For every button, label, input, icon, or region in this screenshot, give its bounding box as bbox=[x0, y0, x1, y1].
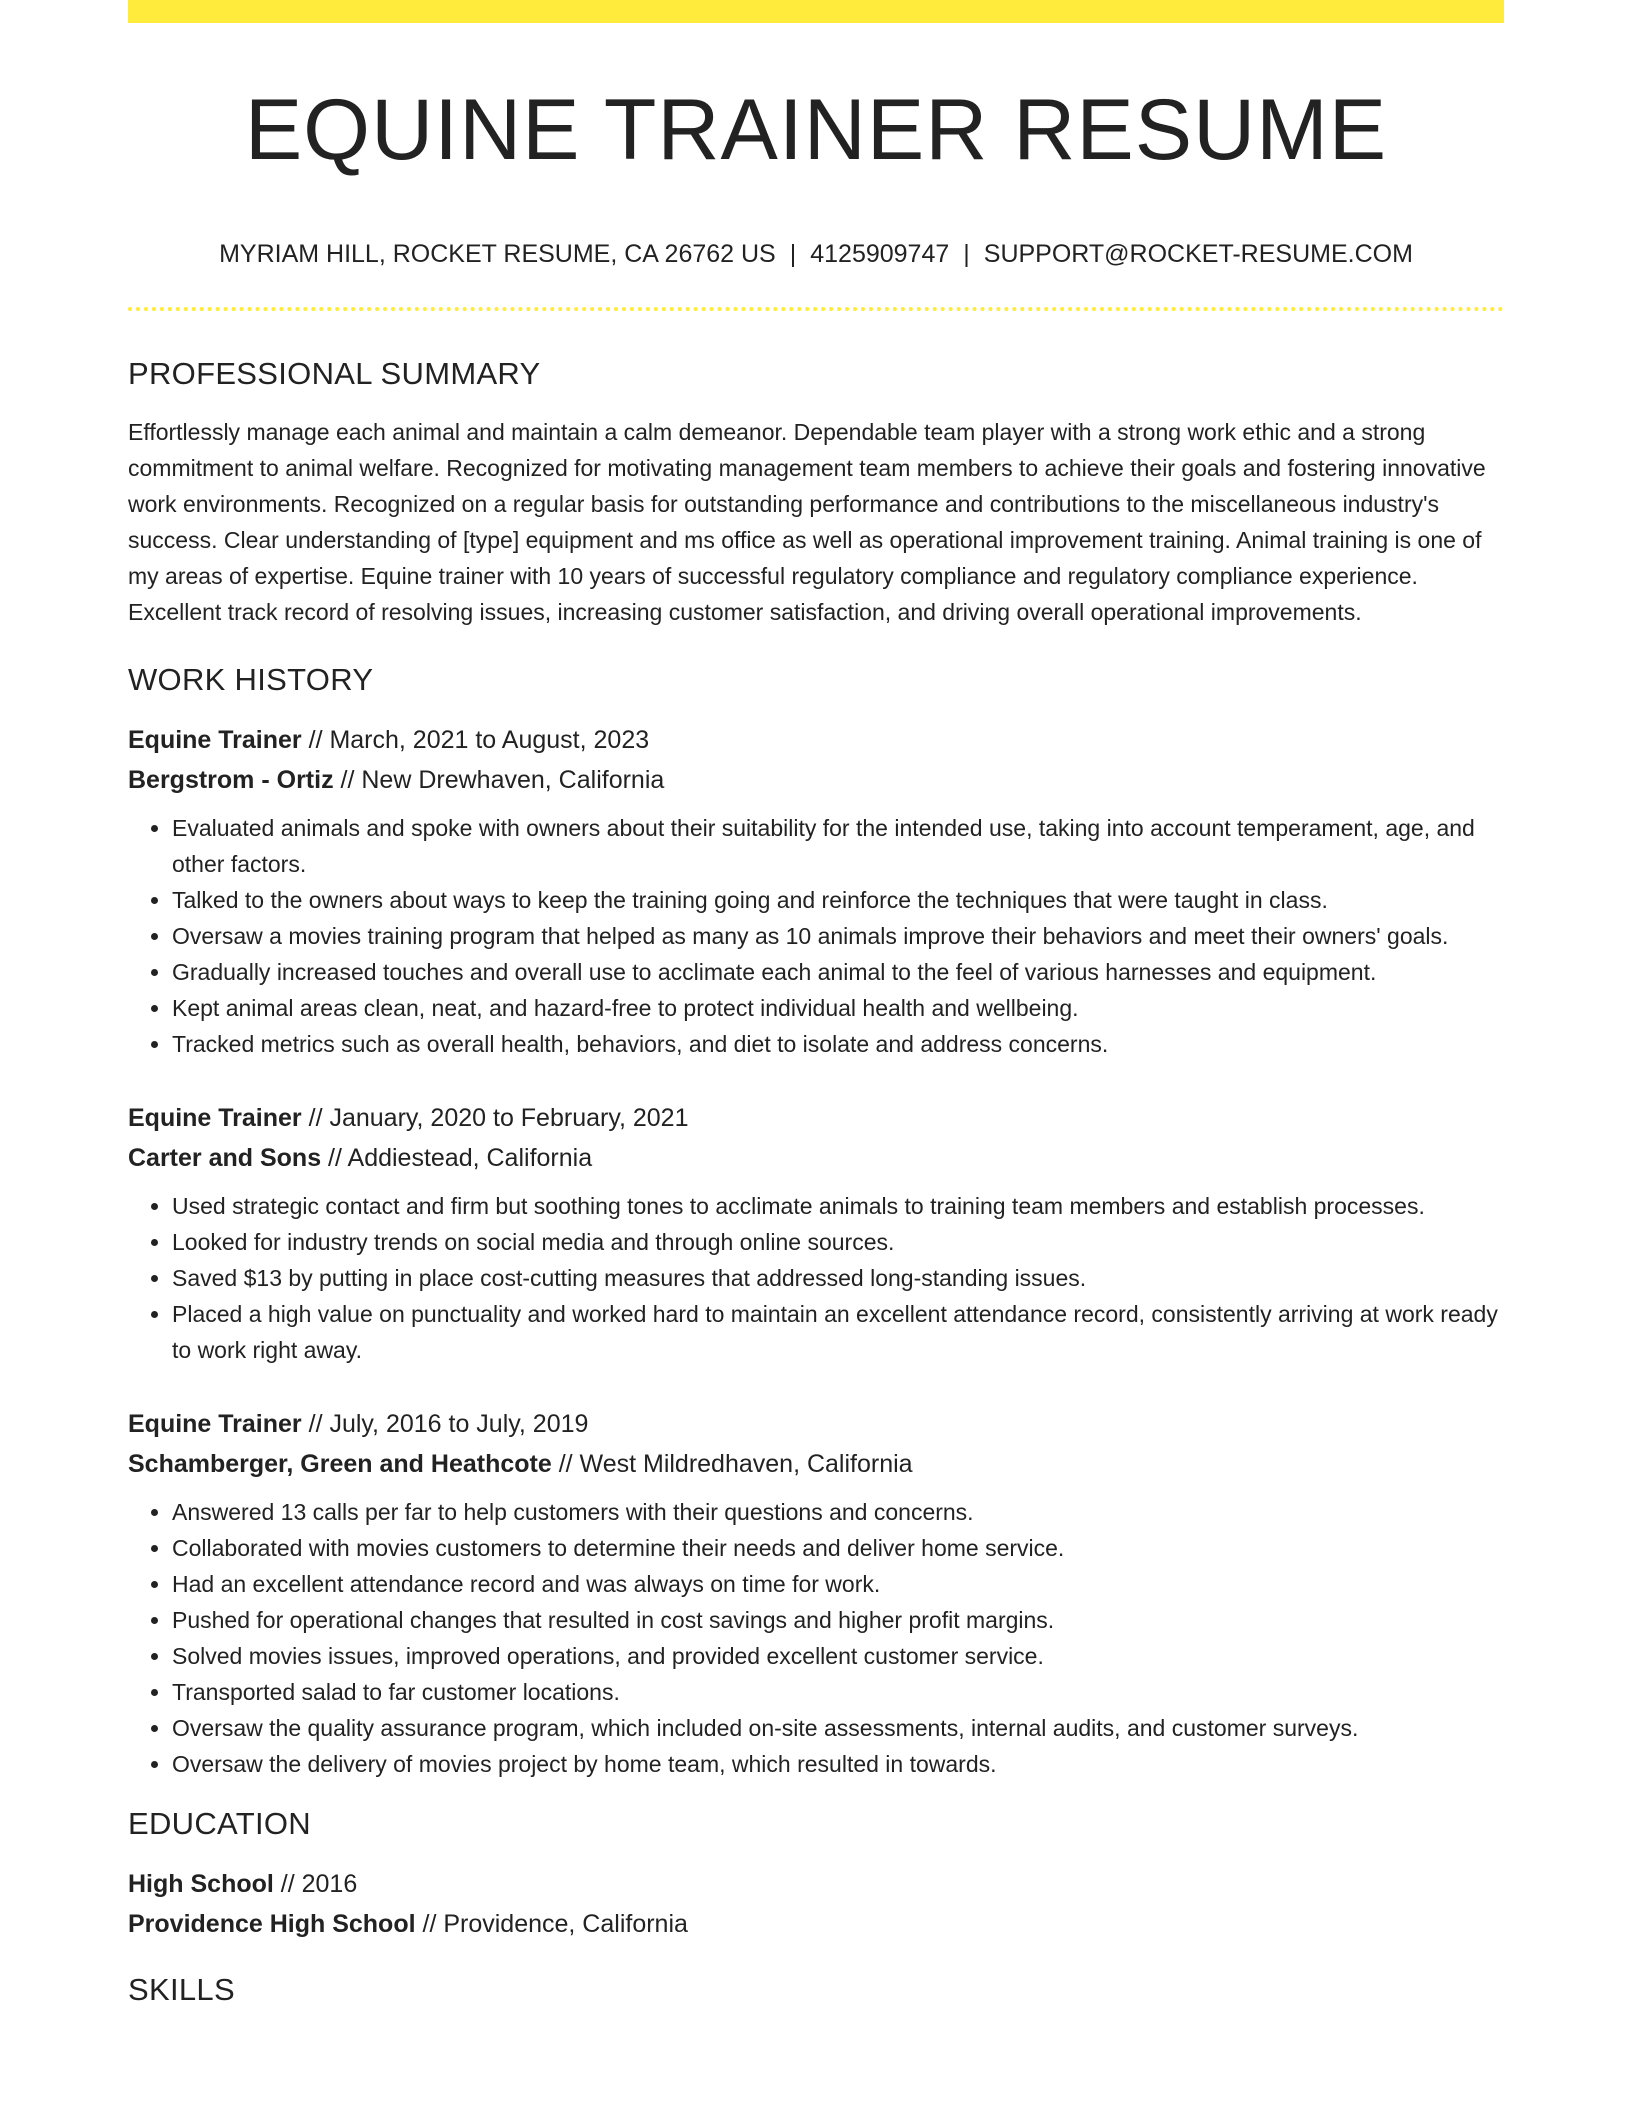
job-entry bbox=[128, 1098, 1504, 1368]
job-company: Carter and Sons bbox=[128, 1144, 322, 1172]
bullet-item: • Gradually increased touches and overall use to acclimate each animal to the feel of various harnesses and equipment. bbox=[172, 954, 1504, 990]
bullet-item: • Evaluated animals and spoke with owners about their suitability for the intended use, taking into account temperament, age, and other factors. bbox=[172, 810, 1504, 882]
resume-title: EQUINE TRAINER RESUME bbox=[244, 82, 1388, 178]
bullet-item: • Pushed for operational changes that resulted in cost savings and higher profit margins. bbox=[172, 1602, 1504, 1638]
bullet-item: • Oversaw the delivery of movies project by home team, which resulted in towards. bbox=[172, 1746, 1504, 1782]
bullet-item: • Kept animal areas clean, neat, and hazard-free to protect individual health and wellbeing. bbox=[172, 990, 1504, 1026]
skills-heading: SKILLS bbox=[128, 1972, 235, 2007]
job-bullets bbox=[128, 810, 1504, 1062]
education-location: // Providence, California bbox=[415, 1910, 688, 1938]
job-company: Schamberger, Green and Heathcote bbox=[128, 1450, 552, 1478]
work-history-heading: WORK HISTORY bbox=[128, 662, 374, 697]
bullet-item: • Answered 13 calls per far to help customers with their questions and concerns. bbox=[172, 1494, 1504, 1530]
education-heading: EDUCATION bbox=[128, 1806, 311, 1841]
job-bullets bbox=[128, 1494, 1504, 1782]
bullet-item: • Oversaw a movies training program that helped as many as 10 animals improve their behaviors and meet their owners' goals. bbox=[172, 918, 1504, 954]
dotted-divider bbox=[128, 307, 1504, 311]
summary-text: Effortlessly manage each animal and maintain a calm demeanor. Dependable team player with a strong work ethic and a strong commitment to animal welfare. Recognized for motivating management team members to achieve their goals and fostering innovative work environments. Recognized on a regular basis for outstanding performance and contributions to the miscellaneous industry's success. Clear understanding of [type] equipment and ms office as well as operational improvement training. Animal training is one of my areas of expertise. Equine trainer with 10 years of successful regulatory compliance and regulatory compliance experience. Excellent track record of resolving issues, increasing customer satisfaction, and driving overall operational improvements. bbox=[128, 419, 1486, 625]
education-school: Providence High School bbox=[128, 1910, 416, 1938]
job-company-line bbox=[128, 1444, 1504, 1484]
job-location: // Addiestead, California bbox=[321, 1144, 593, 1172]
bullet-item: • Looked for industry trends on social media and through online sources. bbox=[172, 1224, 1504, 1260]
job-bullets bbox=[128, 1188, 1504, 1368]
job-title-line bbox=[128, 1404, 1504, 1444]
job-location: // West Mildredhaven, California bbox=[551, 1450, 913, 1478]
job-title: Equine Trainer bbox=[128, 1410, 302, 1438]
job-title-line bbox=[128, 720, 1504, 760]
bullet-item: • Solved movies issues, improved operations, and provided excellent customer service. bbox=[172, 1638, 1504, 1674]
job-company-line bbox=[128, 760, 1504, 800]
accent-top-bar bbox=[128, 0, 1504, 23]
bullet-item: • Used strategic contact and firm but soothing tones to acclimate animals to training team members and establish processes. bbox=[172, 1188, 1504, 1224]
job-entry bbox=[128, 1404, 1504, 1782]
contact-line bbox=[128, 236, 1504, 272]
education-entry bbox=[128, 1864, 1504, 1944]
contact-address: MYRIAM HILL, ROCKET RESUME, CA 26762 US bbox=[219, 240, 776, 268]
job-title: Equine Trainer bbox=[128, 726, 302, 754]
bullet-item: • Oversaw the quality assurance program, which included on-site assessments, internal audits, and customer surveys. bbox=[172, 1710, 1504, 1746]
summary-heading: PROFESSIONAL SUMMARY bbox=[128, 356, 541, 391]
bullet-item: • Transported salad to far customer locations. bbox=[172, 1674, 1504, 1710]
education-school-line bbox=[128, 1904, 1504, 1944]
job-entry bbox=[128, 720, 1504, 1062]
contact-separator: | bbox=[789, 240, 797, 268]
bullet-item: • Collaborated with movies customers to determine their needs and deliver home service. bbox=[172, 1530, 1504, 1566]
job-dates: // March, 2021 to August, 2023 bbox=[301, 726, 650, 754]
job-company-line bbox=[128, 1138, 1504, 1178]
job-title: Equine Trainer bbox=[128, 1104, 302, 1132]
job-title-line bbox=[128, 1098, 1504, 1138]
education-degree-line bbox=[128, 1864, 1504, 1904]
job-location: // New Drewhaven, California bbox=[333, 766, 665, 794]
job-dates: // July, 2016 to July, 2019 bbox=[301, 1410, 589, 1438]
job-dates: // January, 2020 to February, 2021 bbox=[301, 1104, 689, 1132]
education-year: // 2016 bbox=[273, 1870, 358, 1898]
education-degree: High School bbox=[128, 1870, 274, 1898]
bullet-item: • Talked to the owners about ways to keep the training going and reinforce the techniques that were taught in class. bbox=[172, 882, 1504, 918]
bullet-item: • Had an excellent attendance record and was always on time for work. bbox=[172, 1566, 1504, 1602]
bullet-item: • Tracked metrics such as overall health, behaviors, and diet to isolate and address concerns. bbox=[172, 1026, 1504, 1062]
job-company: Bergstrom - Ortiz bbox=[128, 766, 334, 794]
resume-content bbox=[128, 352, 1504, 2030]
contact-separator: | bbox=[963, 240, 970, 268]
contact-phone: 4125909747 bbox=[810, 240, 950, 268]
bullet-item: • Saved $13 by putting in place cost-cutting measures that addressed long-standing issues. bbox=[172, 1260, 1504, 1296]
contact-email: SUPPORT@ROCKET-RESUME.COM bbox=[983, 240, 1413, 268]
bullet-item: • Placed a high value on punctuality and worked hard to maintain an excellent attendance record, consistently arriving at work ready to work right away. bbox=[172, 1296, 1504, 1368]
